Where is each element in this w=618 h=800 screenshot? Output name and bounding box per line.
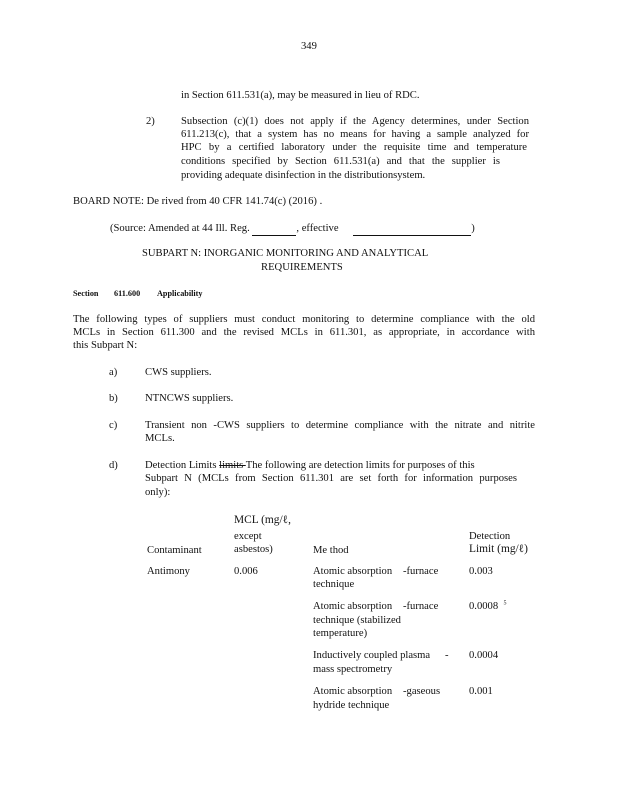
list-item-c-line2: MCLs. (145, 433, 175, 444)
list-item-d-line2: Subpart N (MCLs from Section 611.301 are set forth for information purposes (145, 473, 517, 484)
source-middle: , effective (296, 223, 339, 234)
list-item-d-line1 (145, 459, 519, 472)
table-row-1-mcl: 0.006 (234, 566, 258, 577)
table-row-1-method-a: Atomic absorption (313, 566, 393, 577)
source-prefix: (Source: Amended at 44 Ill. Reg. (110, 223, 250, 234)
table-row-3-limit: 0.0004 (469, 650, 499, 661)
list-item-a-label: a) (109, 367, 118, 378)
board-note: BOARD NOTE: De rived from 40 CFR 141.74(c) (2016) . (73, 196, 323, 207)
subpart-heading-line1: SUBPART N: INORGANIC MONITORING AND ANALYTICAL (142, 248, 429, 259)
table-row-1-limit: 0.003 (469, 566, 493, 577)
list-item-b-text: NTNCWS suppliers. (145, 393, 234, 404)
table-row-3-method-a: Inductively coupled plasma (313, 650, 431, 661)
item2-line-3: HPC by a certified laboratory under the requisite time and temperature (181, 142, 527, 153)
intro-tail-text: in Section 611.531(a), may be measured in lieu of RDC. (181, 90, 420, 101)
list-item-c-line1: Transient non -CWS suppliers to determine compliance with the nitrate and nitrite (145, 420, 535, 431)
table-row-2-method-b: -furnace (403, 601, 439, 612)
section-title: Applicability (157, 289, 203, 298)
header-contaminant: Contaminant (147, 545, 202, 556)
source-blank-2 (353, 222, 471, 236)
table-row-4-method-a: Atomic absorption (313, 686, 393, 697)
header-mcl-line2: except (234, 531, 262, 542)
source-blank-1 (252, 222, 296, 236)
list-item-c-label: c) (109, 420, 118, 431)
table-row-2-limit-value: 0.0008 (469, 601, 499, 612)
table-row-2-method-a: Atomic absorption (313, 601, 393, 612)
subpart-heading-line2: REQUIREMENTS (261, 262, 343, 273)
section-number: 611.600 (114, 289, 141, 298)
list-item-d-line3: only): (145, 487, 171, 498)
list-item-d-struck: limits (219, 460, 246, 471)
table-row-2-method-3: temperature) (313, 628, 368, 639)
table-row-1-method-b: -furnace (403, 566, 439, 577)
list-item-d-pre: Detection Limits (145, 460, 220, 471)
table-row-2-footnote: 5 (503, 600, 507, 607)
item2-line-4: conditions specified by Section 611.531(a) and that the supplier is (181, 156, 500, 167)
list-item-b-label: b) (109, 393, 118, 404)
table-row-2-limit (469, 600, 506, 613)
table-row-3-method-2: mass spectrometry (313, 664, 393, 675)
section-label: Section (73, 289, 99, 298)
header-mcl-line1: MCL (mg/ℓ, (234, 514, 291, 526)
item2-line-2: 611.213(c), that a system has no means for having a sample analyzed for (181, 129, 529, 140)
table-row-2-method-2: technique (stabilized (313, 615, 401, 626)
list-item-d-label: d) (109, 460, 118, 471)
list-item-d-post: The following are detection limits for purposes of this (245, 460, 475, 471)
table-row-4-limit: 0.001 (469, 686, 493, 697)
intro-para-line-1: The following types of suppliers must conduct monitoring to determine compliance with the old (73, 314, 535, 325)
intro-para-line-3: this Subpart N: (73, 340, 138, 351)
source-suffix: ) (471, 223, 475, 234)
table-row-1-contaminant: Antimony (147, 566, 190, 577)
header-limit-line2: Limit (mg/ℓ) (469, 543, 528, 555)
list-item-a-text: CWS suppliers. (145, 367, 212, 378)
header-method: Me thod (313, 545, 349, 556)
intro-para-line-2: MCLs in Section 611.300 and the revised MCLs in 611.301, as appropriate, in accordance with (73, 327, 535, 338)
page-number: 349 (301, 41, 317, 52)
item2-line-1: Subsection (c)(1) does not apply if the Agency determines, under Section (181, 116, 529, 127)
table-row-4-method-b: -gaseous (403, 686, 441, 697)
table-row-1-method-2: technique (313, 579, 355, 590)
item2-label: 2) (146, 116, 155, 127)
header-mcl-line3: asbestos) (234, 544, 273, 555)
source-line (110, 222, 475, 236)
table-row-3-method-b: - (445, 650, 449, 661)
header-limit-line1: Detection (469, 531, 511, 542)
item2-line-5: providing adequate disinfection in the distributionsystem. (181, 170, 426, 181)
table-row-4-method-2: hydride technique (313, 700, 390, 711)
